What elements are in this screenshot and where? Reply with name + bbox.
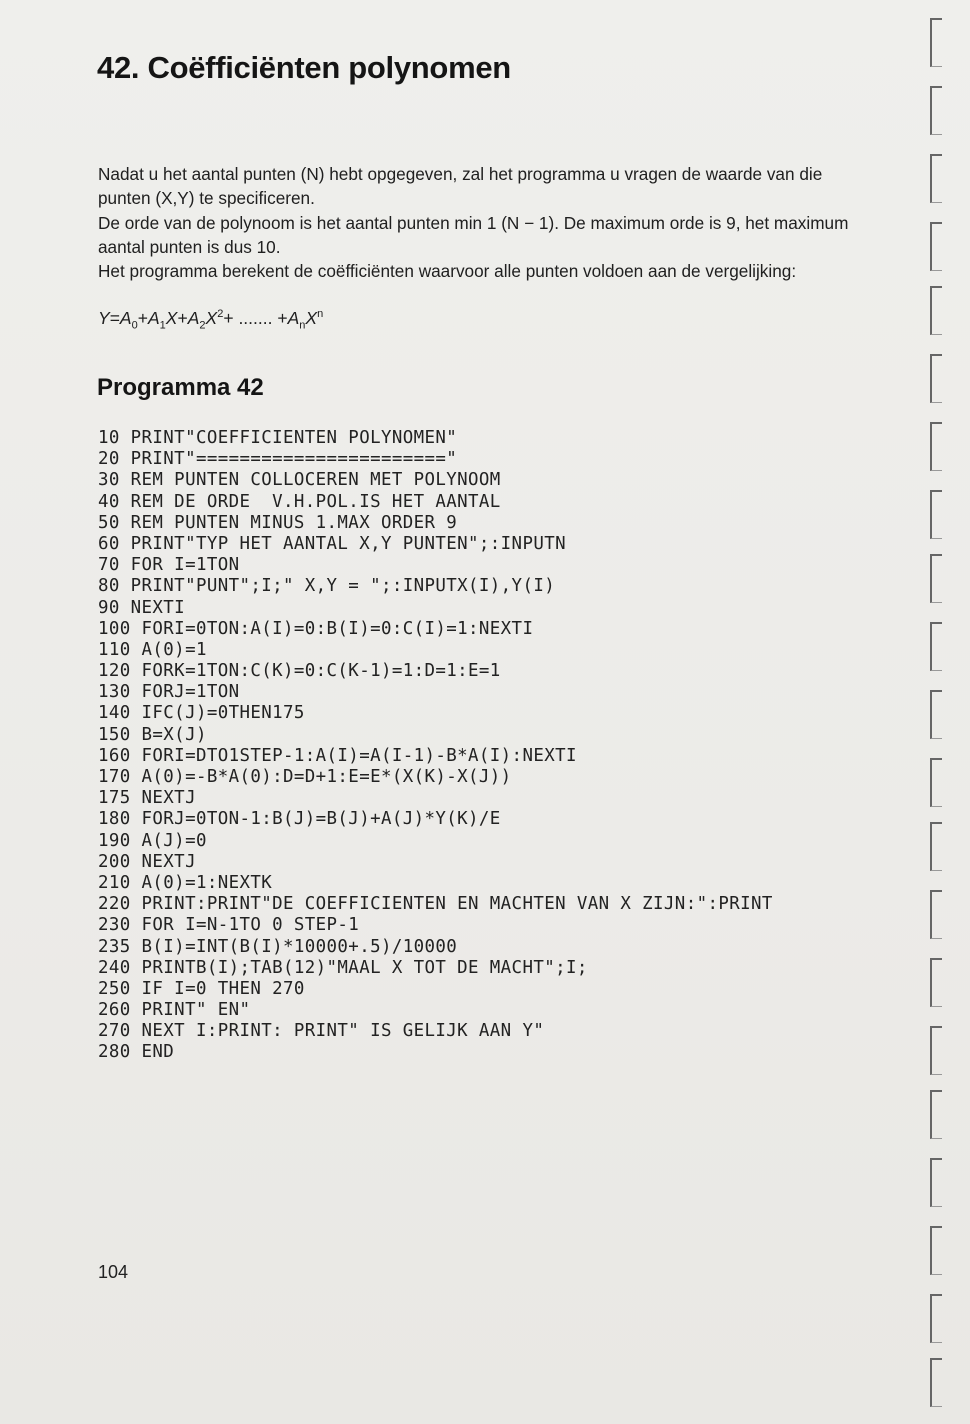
code-line: 280 END [98, 1041, 175, 1063]
binder-mark [930, 154, 942, 203]
intro-paragraph: Het programma berekent de coëfficiënten waarvoor alle punten voldoen aan de vergelijking: [98, 261, 797, 282]
binder-mark [930, 622, 942, 671]
basic-code-listing [98, 427, 898, 1063]
binder-mark [930, 1358, 942, 1407]
code-line: 235 B(I)=INT(B(I)*10000+.5)/10000 [98, 935, 458, 957]
code-line: 30 REM PUNTEN COLLOCEREN MET POLYNOOM [98, 469, 501, 491]
binder-mark [930, 758, 942, 807]
page-number: 104 [98, 1262, 129, 1282]
binder-mark [930, 18, 942, 67]
code-line: 60 PRINT"TYP HET AANTAL X,Y PUNTEN";:INPUTN [98, 532, 566, 554]
code-line: 200 NEXTJ [98, 850, 196, 872]
binder-mark [930, 1090, 942, 1139]
intro-paragraph: De orde van de polynoom is het aantal punten min 1 (N − 1). De maximum orde is 9, het maximum aantal punten is dus 10. [98, 212, 849, 257]
binder-mark [930, 1226, 942, 1275]
code-line: 160 FORI=DTO1STEP-1:A(I)=A(I-1)-B*A(I):NEXTI [98, 744, 577, 766]
code-line: 120 FORK=1TON:C(K)=0:C(K-1)=1:D=1:E=1 [98, 660, 501, 682]
binder-mark [930, 1026, 942, 1075]
binder-mark [930, 890, 942, 939]
binder-mark [930, 1158, 942, 1207]
binder-mark [930, 422, 942, 471]
binder-mark [930, 1294, 942, 1343]
binder-mark [930, 222, 942, 271]
code-line: 190 A(J)=0 [98, 829, 207, 851]
binder-mark [930, 354, 942, 403]
binder-hole-marks [930, 18, 952, 1408]
binder-mark [930, 690, 942, 739]
polynomial-formula: $Y=A_0+A_1X+A_2X^2+$ ....... $+A_nX^n$ [98, 308, 324, 332]
code-line: 20 PRINT"=======================" [98, 448, 458, 470]
code-line: 110 A(0)=1 [98, 638, 207, 660]
code-line: 70 FOR I=1TON [98, 554, 240, 576]
code-line: 270 NEXT I:PRINT: PRINT" IS GELIJK AAN Y" [98, 1020, 545, 1042]
code-line: 100 FORI=0TON:A(I)=0:B(I)=0:C(I)=1:NEXTI [98, 617, 534, 639]
code-line: 220 PRINT:PRINT"DE COEFFICIENTEN EN MACHTEN VAN X ZIJN:":PRINT [98, 893, 773, 915]
code-line: 130 FORJ=1TON [98, 681, 240, 703]
code-line: 170 A(0)=-B*A(0):D=D+1:E=E*(X(K)-X(J)) [98, 766, 512, 787]
binder-mark [930, 554, 942, 603]
code-line: 80 PRINT"PUNT";I;" X,Y = ";:INPUTX(I),Y(I) [98, 575, 556, 597]
code-line: 10 PRINT"COEFFICIENTEN POLYNOMEN" [98, 427, 458, 448]
intro-paragraph: Nadat u het aantal punten (N) hebt opgegeven, zal het programma u vragen de waarde van die punten (X,Y) te specificeren. [98, 164, 823, 209]
code-line: 90 NEXTI [98, 596, 186, 618]
binder-mark [930, 490, 942, 539]
program-heading: Programma 42 [97, 374, 264, 401]
code-line: 175 NEXTJ [98, 787, 196, 809]
chapter-title: 42. Coëfficiënten polynomen [97, 50, 511, 85]
code-line: 260 PRINT" EN" [98, 999, 251, 1021]
code-line: 180 FORJ=0TON-1:B(J)=B(J)+A(J)*Y(K)/E [98, 808, 501, 830]
code-line: 240 PRINTB(I);TAB(12)"MAAL X TOT DE MACHT";I; [98, 956, 588, 978]
binder-mark [930, 86, 942, 135]
binder-mark [930, 822, 942, 871]
code-line: 250 IF I=0 THEN 270 [98, 977, 305, 999]
binder-mark [930, 958, 942, 1007]
code-line: 50 REM PUNTEN MINUS 1.MAX ORDER 9 [98, 511, 458, 533]
binder-mark [930, 286, 942, 335]
intro-text [98, 162, 868, 283]
code-line: 140 IFC(J)=0THEN175 [98, 702, 305, 724]
code-line: 230 FOR I=N-1TO 0 STEP-1 [98, 914, 360, 936]
code-line: 210 A(0)=1:NEXTK [98, 871, 273, 893]
code-line: 40 REM DE ORDE V.H.POL.IS HET AANTAL [98, 490, 501, 512]
code-line: 150 B=X(J) [98, 723, 207, 745]
